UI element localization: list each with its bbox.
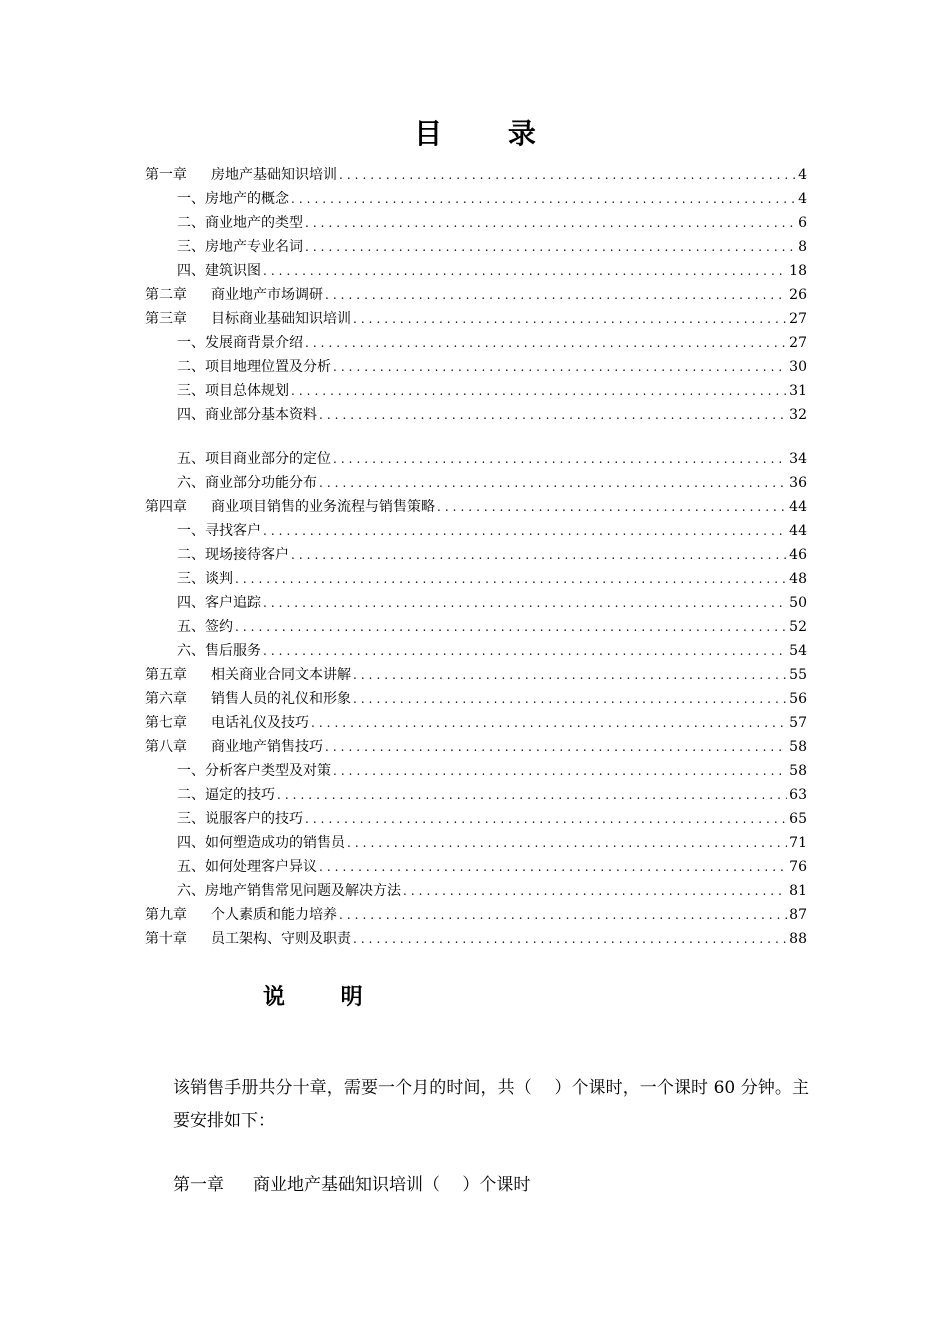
toc-entry	[145, 284, 807, 308]
toc-entry-title: 商业地产市场调研	[211, 287, 323, 303]
toc-entry	[145, 856, 807, 880]
toc-leader-dots	[319, 476, 787, 490]
toc-entry-label	[177, 856, 317, 876]
toc-page-number: 44	[789, 523, 807, 539]
toc-page-number: 36	[789, 475, 807, 491]
toc-page-number: 87	[789, 907, 807, 923]
toc-entry-label	[177, 260, 261, 280]
toc-page-number: 34	[789, 451, 807, 467]
toc-chapter-number: 第八章	[145, 739, 187, 755]
toc-entry-title: 三、说服客户的技巧	[177, 811, 303, 827]
toc-leader-dots	[437, 500, 787, 514]
toc-leader-dots	[347, 836, 787, 850]
intro-paragraph: 该销售手册共分十章，需要一个月的时间，共（ ）个课时，一个课时 60 分钟。主要安排如下：	[173, 1078, 809, 1131]
toc-entry-label	[177, 592, 261, 612]
toc-entry	[145, 640, 807, 664]
toc-entry	[145, 448, 807, 472]
toc-entry	[145, 760, 807, 784]
toc-page-number: 18	[789, 263, 807, 279]
toc-entry	[145, 664, 807, 688]
toc-entry	[145, 712, 807, 736]
toc-leader-dots	[353, 692, 787, 706]
toc-entry-title: 二、项目地理位置及分析	[177, 359, 331, 375]
toc-leader-dots	[353, 312, 787, 326]
toc-page-number: 32	[789, 407, 807, 423]
toc-entry-label	[145, 308, 351, 328]
toc-leader-dots	[325, 288, 787, 302]
toc-leader-dots	[305, 336, 787, 350]
toc-entry	[145, 496, 807, 520]
toc-leader-dots	[263, 524, 787, 538]
toc-entry	[145, 212, 807, 236]
toc-entry-label	[177, 880, 401, 900]
toc-entry	[145, 832, 807, 856]
toc-entry-label	[177, 448, 331, 468]
toc-page-number: 54	[789, 643, 807, 659]
toc-entry-label	[177, 760, 331, 780]
toc-chapter-number: 第九章	[145, 907, 187, 923]
toc-entry	[145, 880, 807, 904]
toc-page-number: 88	[789, 931, 807, 947]
toc-page-number: 30	[789, 359, 807, 375]
section-title: 说 明	[263, 984, 387, 1010]
toc-entry-title: 一、分析客户类型及对策	[177, 763, 331, 779]
toc-entry-title: 二、逼定的技巧	[177, 787, 275, 803]
toc-entry-label	[177, 404, 317, 424]
toc-leader-dots	[353, 932, 787, 946]
toc-entry-title: 四、如何塑造成功的销售员	[177, 835, 345, 851]
schedule-chapter-line	[173, 1170, 530, 1195]
toc-entry-label	[145, 736, 323, 756]
toc-page-number: 58	[789, 763, 807, 779]
toc-chapter-number: 第六章	[145, 691, 187, 707]
toc-entry	[145, 520, 807, 544]
toc-leader-dots	[277, 788, 787, 802]
toc-leader-dots	[403, 884, 787, 898]
toc-leader-dots	[235, 572, 787, 586]
toc-entry-title: 四、商业部分基本资料	[177, 407, 317, 423]
toc-page-number: 50	[789, 595, 807, 611]
toc-entry-title: 三、谈判	[177, 571, 233, 587]
toc-entry	[145, 164, 807, 188]
toc-entry-label	[177, 188, 289, 208]
toc-entry-label	[177, 332, 303, 352]
toc-leader-dots	[235, 620, 787, 634]
toc-leader-dots	[339, 908, 787, 922]
toc-leader-dots	[263, 596, 787, 610]
toc-entry	[145, 544, 807, 568]
toc-entry-label	[145, 688, 351, 708]
toc-entry-title: 六、房地产销售常见问题及解决方法	[177, 883, 401, 899]
toc-entry	[145, 928, 807, 952]
toc-entry-title: 目标商业基础知识培训	[211, 311, 351, 327]
toc-entry-label	[177, 544, 289, 564]
toc-entry-label	[177, 808, 303, 828]
toc-page-number: 27	[789, 311, 807, 327]
toc-entry-title: 六、商业部分功能分布	[177, 475, 317, 491]
toc-entry-title: 二、现场接待客户	[177, 547, 289, 563]
toc-page-number: 55	[789, 667, 807, 683]
toc-entry-label	[177, 356, 331, 376]
toc-entry	[145, 356, 807, 380]
toc-entry-title: 商业地产销售技巧	[211, 739, 323, 755]
toc-entry	[145, 332, 807, 356]
toc-entry-title: 个人素质和能力培养	[211, 907, 337, 923]
toc-page-number: 6	[798, 215, 807, 231]
toc-leader-dots	[263, 264, 787, 278]
toc-chapter-number: 第十章	[145, 931, 187, 947]
toc-entry	[145, 260, 807, 284]
toc-leader-dots	[291, 384, 787, 398]
toc-page-number: 56	[789, 691, 807, 707]
schedule-chapter-text: 商业地产基础知识培训（ ）个课时	[253, 1175, 531, 1195]
table-of-contents	[145, 164, 807, 952]
toc-entry	[145, 236, 807, 260]
toc-entry	[145, 472, 807, 496]
toc-leader-dots	[291, 548, 787, 562]
toc-entry-title: 三、项目总体规划	[177, 383, 289, 399]
toc-page-number: 26	[789, 287, 807, 303]
toc-entry-label	[145, 904, 337, 924]
toc-leader-dots	[333, 360, 787, 374]
toc-page-number: 44	[789, 499, 807, 515]
schedule-chapter-number: 第一章	[173, 1175, 224, 1195]
toc-entry-label	[145, 284, 323, 304]
toc-page-number: 31	[789, 383, 807, 399]
toc-leader-dots	[333, 452, 787, 466]
toc-entry-title: 四、客户追踪	[177, 595, 261, 611]
toc-chapter-number: 第五章	[145, 667, 187, 683]
toc-page-number: 76	[789, 859, 807, 875]
toc-entry-title: 四、建筑识图	[177, 263, 261, 279]
toc-entry-title: 相关商业合同文本讲解	[211, 667, 351, 683]
toc-entry-title: 一、寻找客户	[177, 523, 261, 539]
toc-page-number: 58	[789, 739, 807, 755]
toc-entry-label	[145, 664, 351, 684]
toc-entry-title: 五、项目商业部分的定位	[177, 451, 331, 467]
toc-entry-title: 六、售后服务	[177, 643, 261, 659]
toc-leader-dots	[305, 216, 796, 230]
toc-entry-label	[145, 712, 309, 732]
toc-entry	[145, 592, 807, 616]
toc-entry-label	[145, 164, 337, 184]
toc-page-number: 81	[789, 883, 807, 899]
toc-page-number: 71	[789, 835, 807, 851]
toc-entry-title: 一、发展商背景介绍	[177, 335, 303, 351]
toc-leader-dots	[291, 192, 796, 206]
toc-entry-title: 房地产基础知识培训	[211, 167, 337, 183]
toc-entry-title: 销售人员的礼仪和形象	[211, 691, 351, 707]
toc-entry-title: 商业项目销售的业务流程与销售策略	[211, 499, 435, 515]
toc-leader-dots	[339, 168, 796, 182]
toc-entry-title: 三、房地产专业名词	[177, 239, 303, 255]
toc-entry-label	[145, 496, 435, 516]
toc-entry-label	[177, 236, 303, 256]
toc-chapter-number: 第三章	[145, 311, 187, 327]
toc-leader-dots	[311, 716, 787, 730]
toc-leader-dots	[319, 860, 787, 874]
toc-page-number: 27	[789, 335, 807, 351]
toc-entry-label	[177, 616, 233, 636]
toc-page-number: 48	[789, 571, 807, 587]
toc-page-number: 46	[789, 547, 807, 563]
toc-leader-dots	[319, 408, 787, 422]
toc-chapter-number: 第二章	[145, 287, 187, 303]
toc-entry-title: 五、签约	[177, 619, 233, 635]
toc-entry	[145, 404, 807, 428]
toc-leader-dots	[305, 812, 787, 826]
toc-entry	[145, 308, 807, 332]
toc-page-number: 63	[789, 787, 807, 803]
toc-page-number: 4	[798, 167, 807, 183]
toc-entry-label	[177, 568, 233, 588]
toc-entry-label	[177, 784, 275, 804]
toc-leader-dots	[263, 644, 787, 658]
toc-entry	[145, 616, 807, 640]
toc-entry-label	[177, 832, 345, 852]
toc-leader-dots	[325, 740, 787, 754]
toc-entry-label	[177, 640, 261, 660]
toc-entry-label	[177, 472, 317, 492]
toc-page-number: 65	[789, 811, 807, 827]
toc-entry	[145, 568, 807, 592]
toc-entry	[145, 808, 807, 832]
toc-page-number: 8	[798, 239, 807, 255]
toc-entry-title: 五、如何处理客户异议	[177, 859, 317, 875]
toc-entry-label	[145, 928, 351, 948]
toc-entry-title: 二、商业地产的类型	[177, 215, 303, 231]
toc-entry-label	[177, 380, 289, 400]
toc-entry-label	[177, 520, 261, 540]
toc-chapter-number: 第七章	[145, 715, 187, 731]
toc-entry-label	[177, 212, 303, 232]
toc-page-number: 4	[798, 191, 807, 207]
toc-chapter-number: 第四章	[145, 499, 187, 515]
toc-entry	[145, 784, 807, 808]
toc-title: 目 录	[414, 117, 564, 150]
toc-chapter-number: 第一章	[145, 167, 187, 183]
toc-entry	[145, 188, 807, 212]
toc-leader-dots	[333, 764, 787, 778]
toc-leader-dots	[305, 240, 796, 254]
toc-entry	[145, 904, 807, 928]
toc-entry-title: 电话礼仪及技巧	[211, 715, 309, 731]
toc-entry	[145, 688, 807, 712]
toc-entry	[145, 736, 807, 760]
toc-leader-dots	[353, 668, 787, 682]
toc-page-number: 52	[789, 619, 807, 635]
toc-entry-title: 一、房地产的概念	[177, 191, 289, 207]
toc-page-number: 57	[789, 715, 807, 731]
toc-entry-title: 员工架构、守则及职责	[211, 931, 351, 947]
toc-entry	[145, 380, 807, 404]
